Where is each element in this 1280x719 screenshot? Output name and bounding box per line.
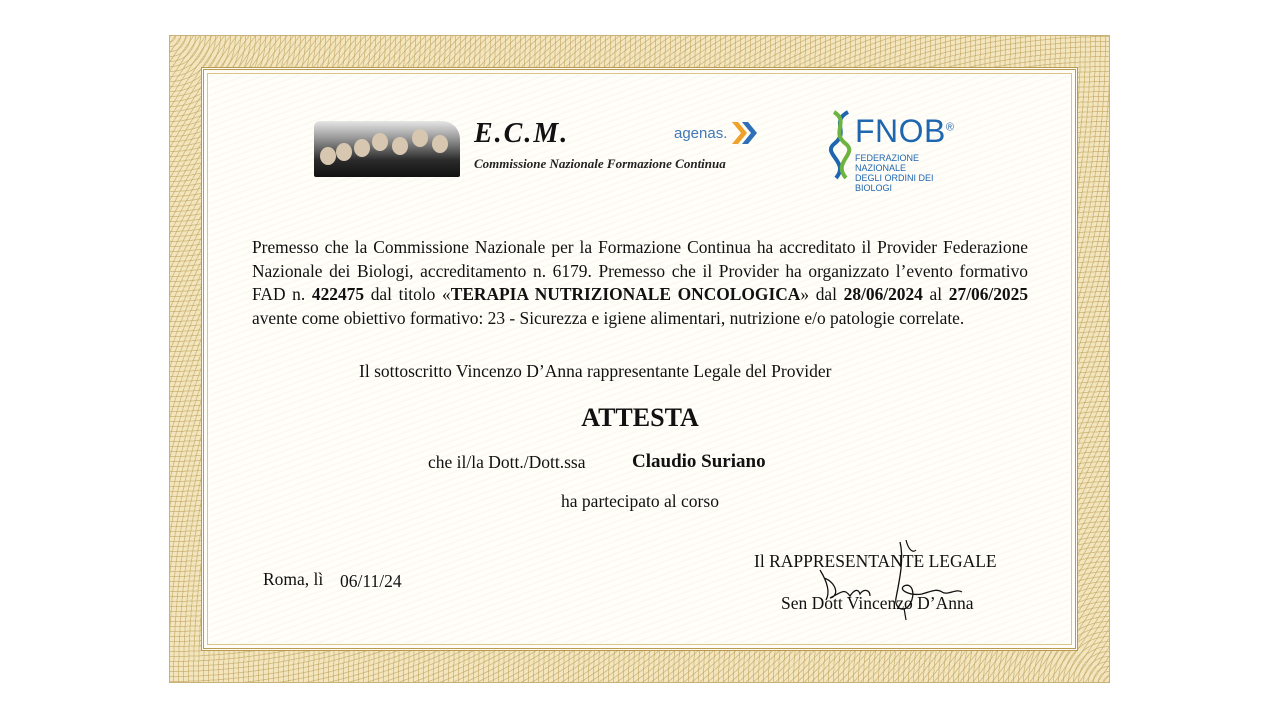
dna-helix-icon: [828, 110, 854, 180]
body-text-2: dal titolo «: [364, 284, 451, 304]
fnob-title: FNOB®: [855, 113, 955, 149]
body-text-3: » dal: [800, 284, 844, 304]
handwritten-signature: [800, 538, 980, 623]
certificate-body: [252, 236, 1028, 330]
event-number: 422475: [311, 284, 365, 304]
recipient-name: Claudio Suriano: [632, 451, 766, 472]
body-text-4: al: [922, 284, 949, 304]
fnob-subtitle: FEDERAZIONE NAZIONALE DEGLI ORDINI DEI BIOLOGI: [855, 153, 934, 193]
attesta-heading: ATTESTA: [581, 403, 699, 432]
issue-date: 06/11/24: [340, 571, 402, 591]
body-text-1: Premesso che la Commissione Nazionale per la Formazione Continua ha accreditato il Provider Federazione Nazionale dei Biologi, accreditamento n. 6179. Premesso che il Provider ha organizzato l’evento formativo FAD n.: [252, 237, 1028, 304]
undersigned-statement: Il sottoscritto Vincenzo D’Anna rappresentante Legale del Provider: [359, 361, 832, 381]
ecm-subtitle: Commissione Nazionale Formazione Continua: [474, 156, 726, 171]
recipient-prefix: che il/la Dott./Dott.ssa: [428, 452, 586, 472]
representative-title: Il RAPPRESENTANTE LEGALE: [754, 551, 997, 571]
place-label: Roma, lì: [263, 569, 324, 589]
ecm-title: E.C.M.: [474, 118, 570, 149]
participation-statement: ha partecipato al corso: [561, 491, 719, 511]
fnob-logo: [828, 110, 968, 193]
agenas-label: agenas.: [674, 124, 728, 142]
end-date: 27/06/2025: [948, 284, 1029, 304]
fnob-registered: ®: [945, 121, 955, 134]
agenas-logo: [674, 118, 759, 148]
start-date: 28/06/2024: [843, 284, 923, 304]
ecm-painting-logo: [314, 121, 460, 177]
representative-name: Sen Dott Vincenzo D’Anna: [781, 593, 974, 613]
agenas-mark-icon: [729, 118, 759, 148]
body-text-5: avente come obiettivo formativo: 23 - Sicurezza e igiene alimentari, nutrizione e/o patologie correlate.: [252, 307, 965, 328]
course-title: TERAPIA NUTRIZIONALE ONCOLOGICA: [450, 284, 801, 304]
